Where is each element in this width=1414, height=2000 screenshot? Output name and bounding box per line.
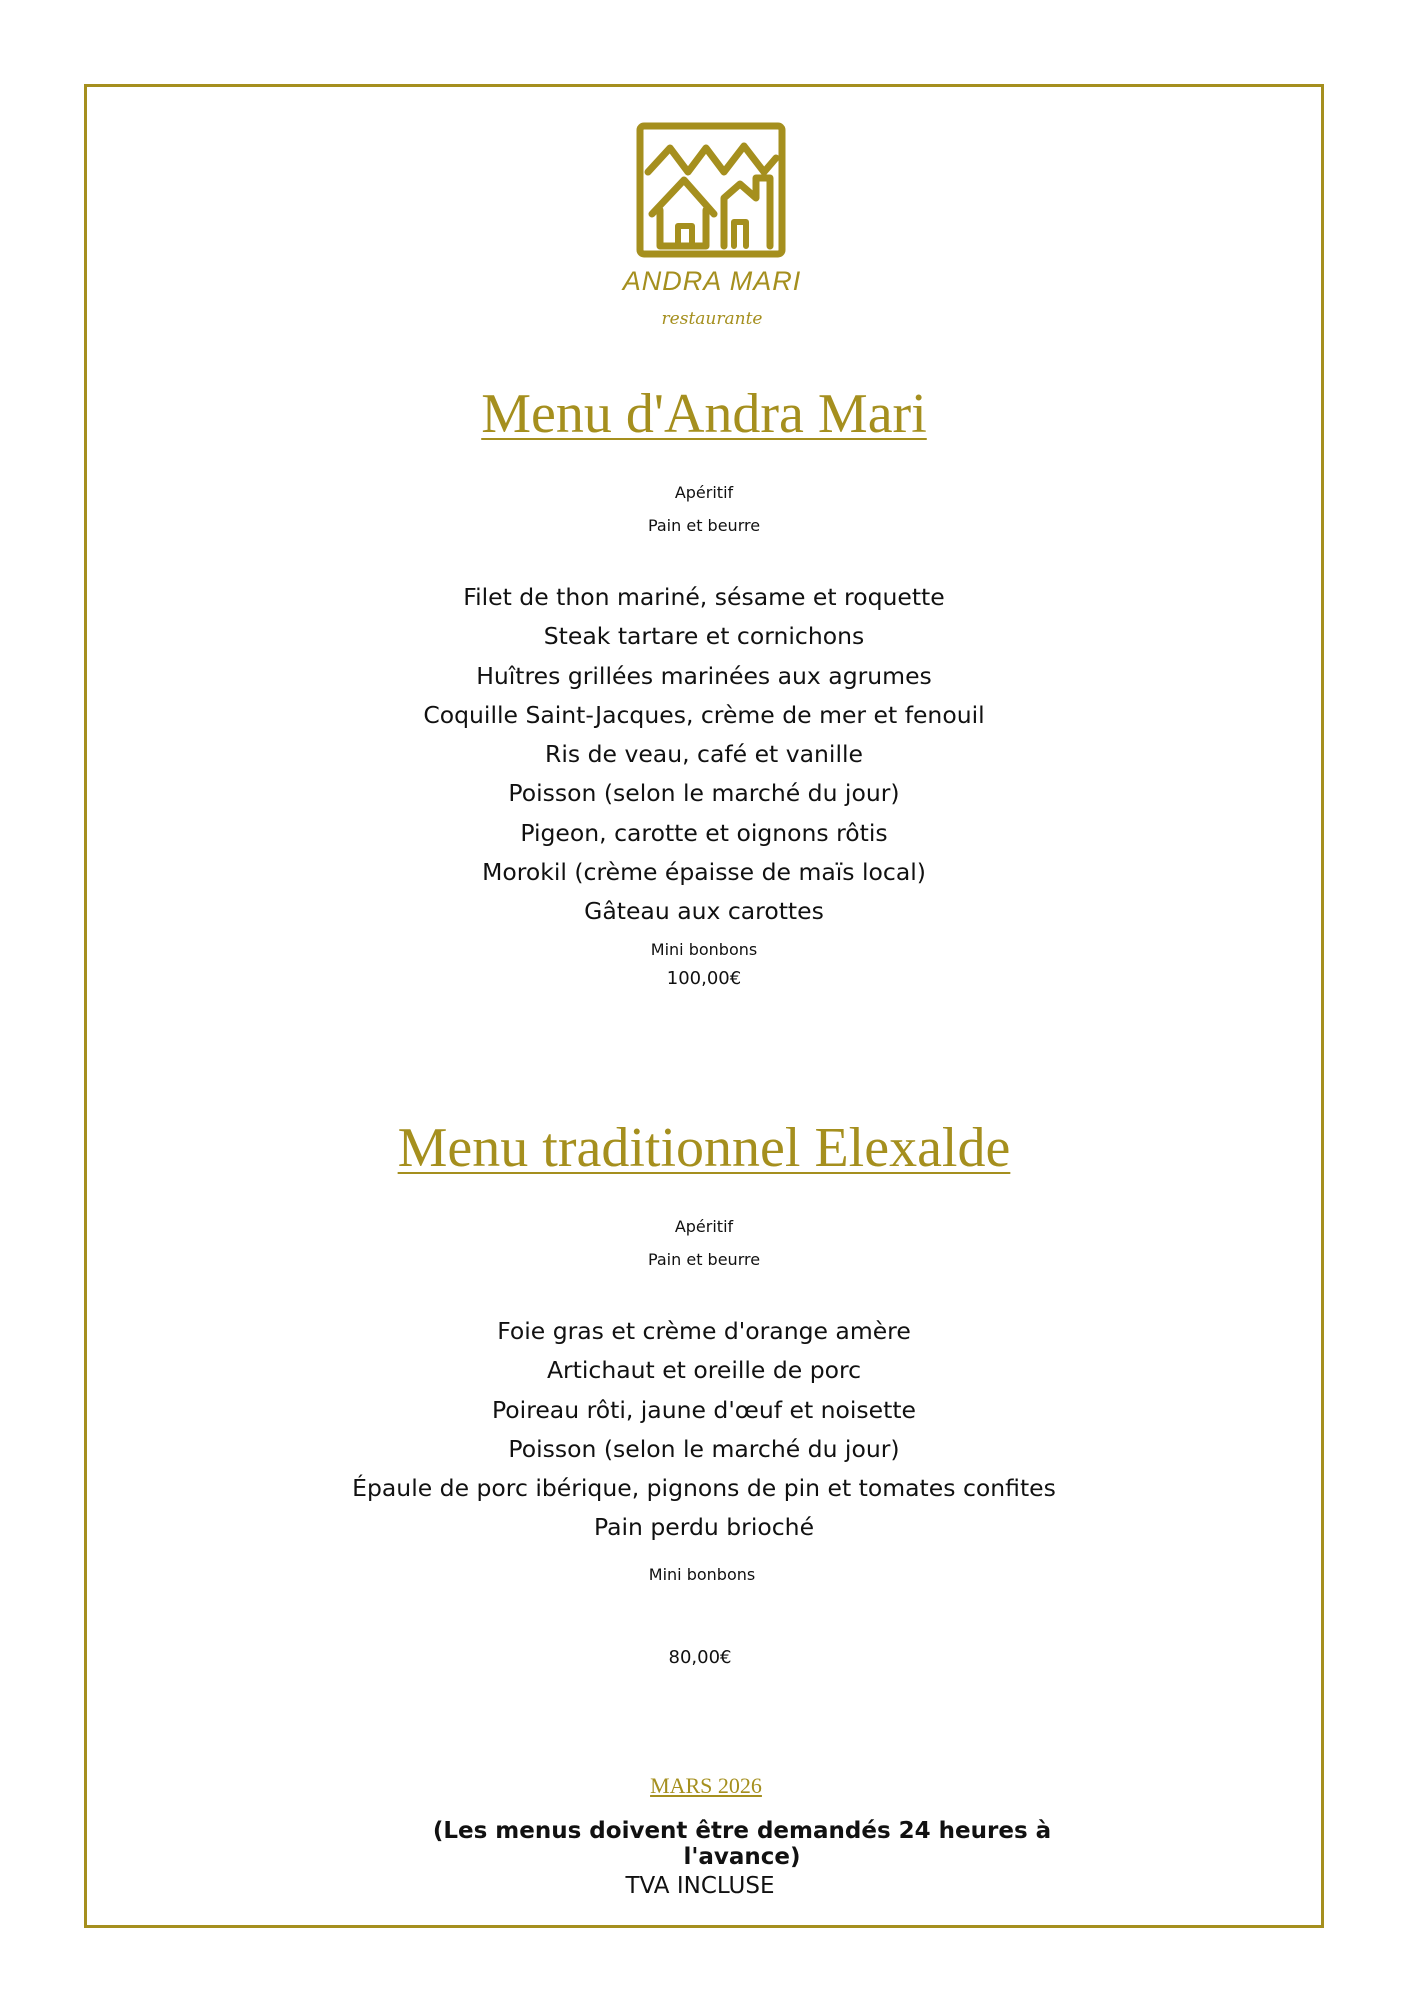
advance-notice: (Les menus doivent être demandés 24 heures à l'avance) (432, 1818, 1052, 1870)
dish-item: Épaule de porc ibérique, pignons de pin et tomates confites (352, 1474, 1056, 1503)
dish-item: Filet de thon mariné, sésame et roquette (463, 583, 945, 611)
list-item: Apéritif (674, 1217, 734, 1236)
menu1-price: 100,00€ (666, 968, 742, 989)
menu2-dishes (84, 1312, 1324, 1548)
dish-item: Morokil (crème épaisse de maïs local) (482, 858, 926, 887)
restaurant-logo (600, 118, 825, 338)
dish-item: Artichaut et oreille de porc (546, 1356, 862, 1385)
menu-date: MARS 2026 (650, 1773, 762, 1798)
dish-item: Poisson (selon le marché du jour) (508, 1434, 900, 1463)
list-item: Pain et beurre (647, 1250, 761, 1269)
dish-item: Foie gras et crème d'orange amère (497, 1317, 911, 1345)
menu1-dishes (84, 578, 1324, 932)
svg-text:restaurante: restaurante (661, 309, 763, 329)
tax-notice: TVA INCLUSE (625, 1873, 775, 1899)
list-item: Pain et beurre (647, 516, 761, 535)
menu-title-andra-mari: Menu d'Andra Mari (481, 383, 927, 445)
svg-text:ANDRA MARI: ANDRA MARI (622, 266, 802, 296)
menu-title-elexalde: Menu traditionnel Elexalde (397, 1117, 1011, 1179)
dish-item: Ris de veau, café et vanille (545, 740, 863, 769)
list-item: Apéritif (674, 483, 734, 502)
dish-item: Gâteau aux carottes (584, 897, 824, 926)
menu2-extra: Mini bonbons (648, 1565, 756, 1584)
dish-item: Poireau rôti, jaune d'œuf et noisette (491, 1395, 917, 1424)
menu2-intro (84, 1210, 1324, 1276)
dish-item: Pigeon, carotte et oignons rôtis (520, 818, 888, 847)
dish-item: Pain perdu brioché (593, 1513, 815, 1542)
dish-item: Huîtres grillées marinées aux agrumes (476, 661, 932, 690)
dish-item: Coquille Saint-Jacques, crème de mer et fenouil (423, 700, 985, 729)
menu1-intro (84, 476, 1324, 542)
dish-item: Steak tartare et cornichons (543, 622, 865, 651)
menu2-price: 80,00€ (668, 1647, 732, 1668)
menu1-extra: Mini bonbons (650, 940, 758, 959)
dish-item: Poisson (selon le marché du jour) (508, 779, 900, 808)
